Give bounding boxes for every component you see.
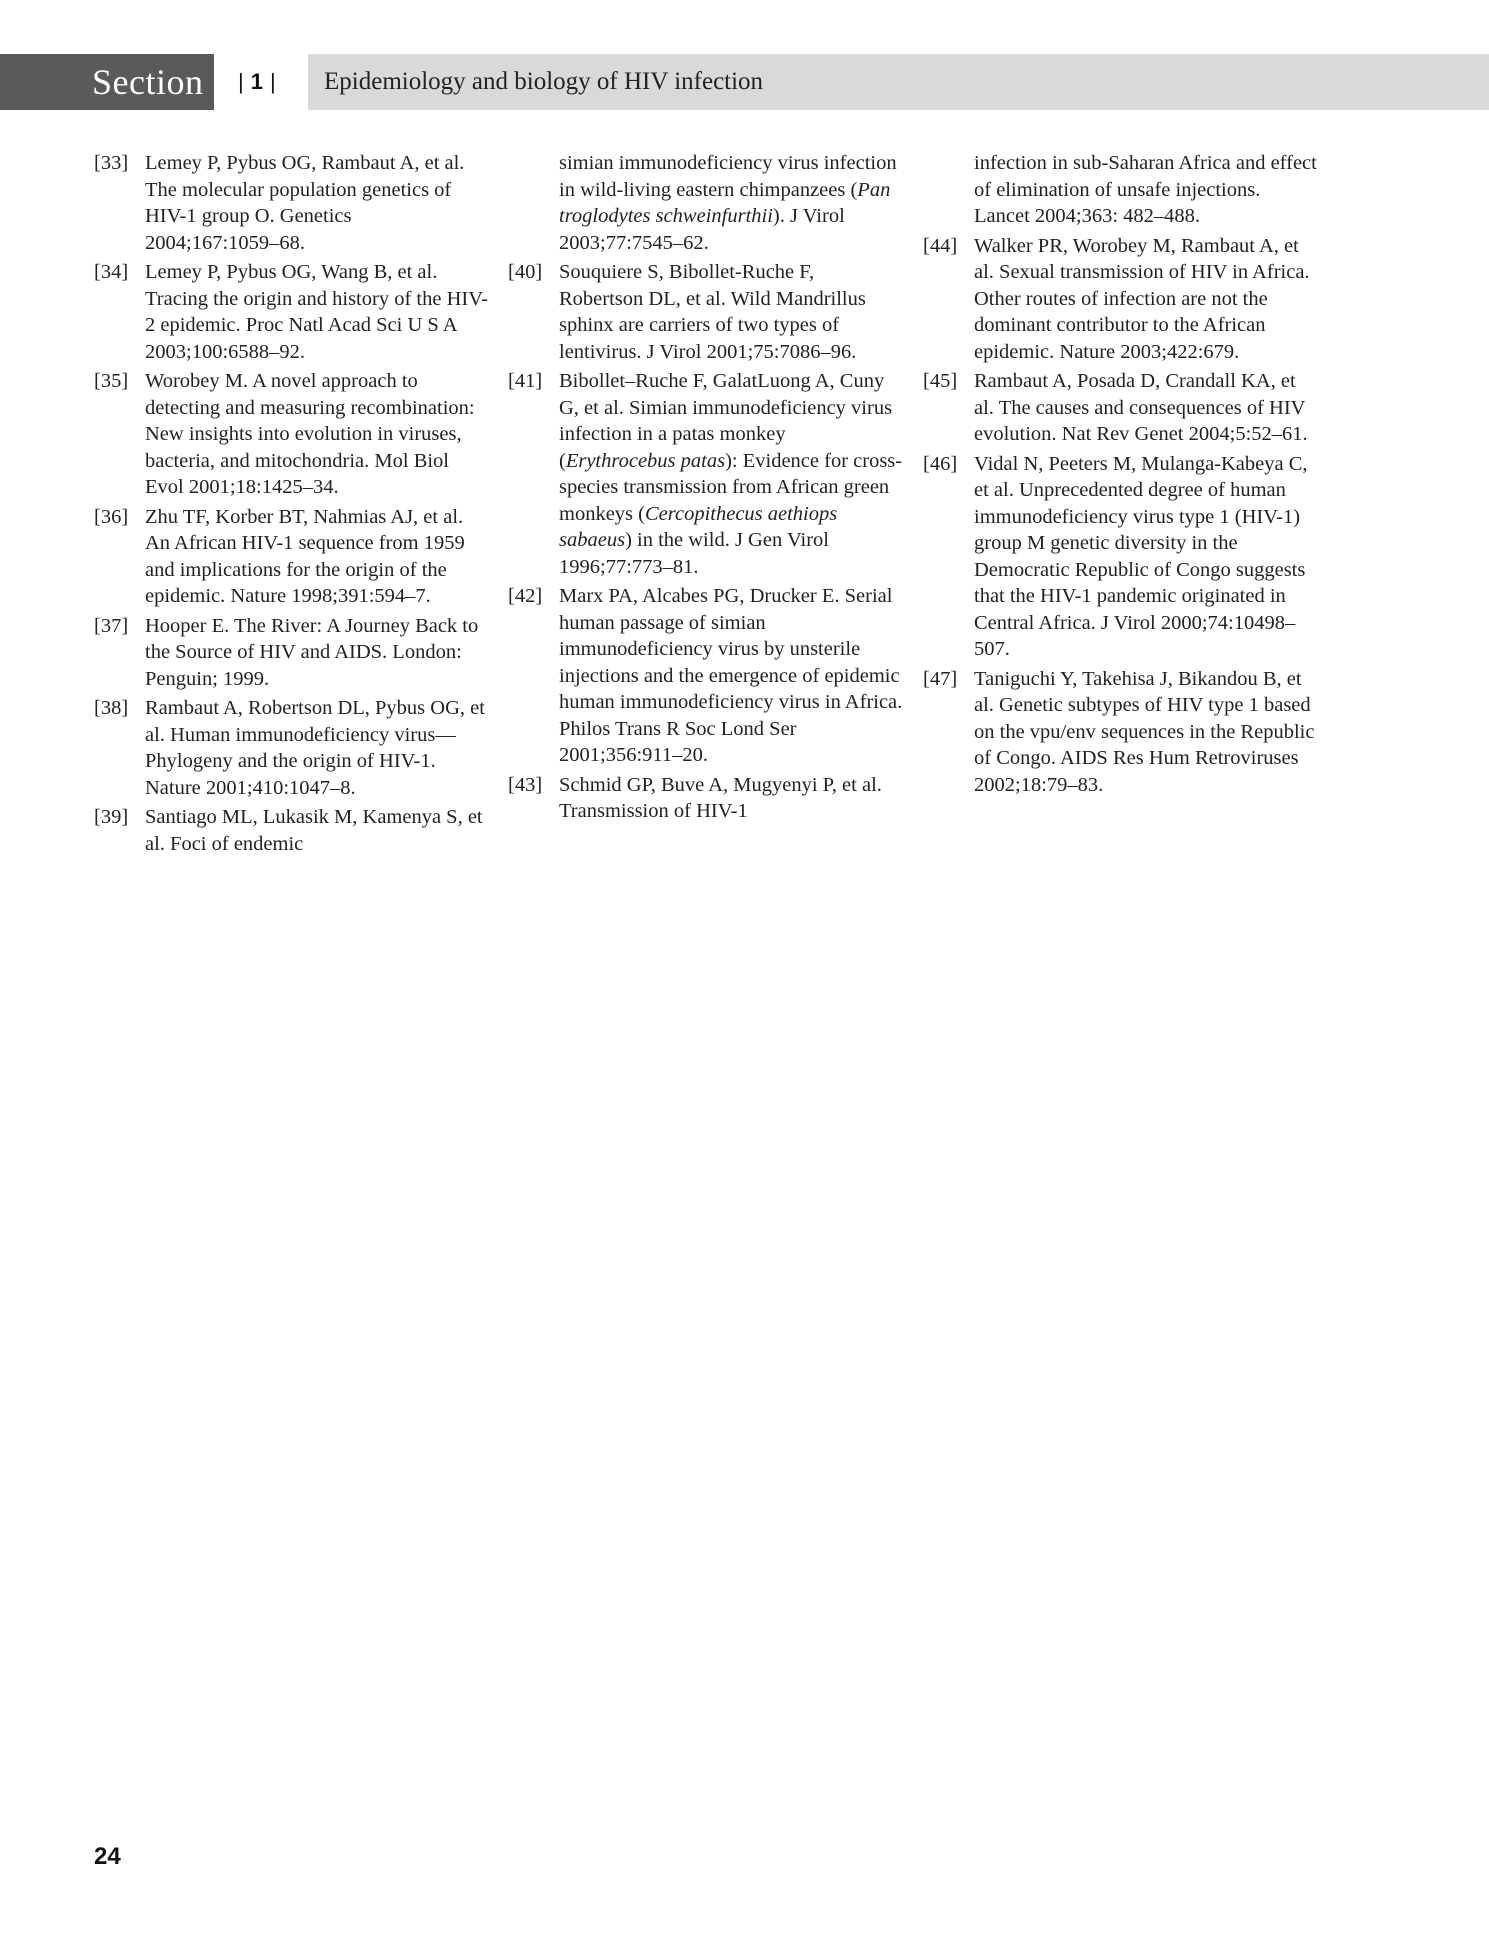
reference-item <box>94 613 489 693</box>
reference-number: [41] <box>508 370 543 392</box>
species-name: Cercopithecus aethiops sabaeus <box>559 502 838 551</box>
chapter-title: Epidemiology and biology of HIV infection <box>308 54 1489 110</box>
reference-text: Zhu TF, Korber BT, Nahmias AJ, et al. An African HIV-1 sequence from 1959 and implications for the origin of the epidemic. Nature 1998;391:594–7. <box>145 505 465 607</box>
reference-number: [47] <box>923 667 958 690</box>
reference-item <box>508 583 903 769</box>
reference-text: Lemey P, Pybus OG, Rambaut A, et al. The molecular population genetics of HIV-1 group O. Genetics 2004;167:1059–68. <box>145 152 465 254</box>
reference-number: [46] <box>923 452 958 475</box>
reference-number: [33] <box>94 152 129 174</box>
reference-text: Santiago ML, Lukasik M, Kamenya S, et al. Foci of endemic <box>145 806 483 855</box>
reference-continuation: simian immunodeficiency virus infection in wild-living eastern chimpanzees (Pan troglodytes schweinfurthii). J Virol 2003;77:7545–62. <box>559 152 897 254</box>
reference-number: [44] <box>923 234 958 257</box>
reference-text: Lemey P, Pybus OG, Wang B, et al. Tracing the origin and history of the HIV-2 epidemic. Proc Natl Acad Sci U S A 2003;100:6588–92. <box>145 261 488 363</box>
species-name: Erythrocebus patas <box>565 449 726 472</box>
reference-text: Marx PA, Alcabes PG, Drucker E. Serial human passage of simian immunodeficiency virus by unsterile injections and the emergence of epidemic human immunodeficiency virus in Africa. Philos Trans R Soc Lond Ser 2001;356:911–20. <box>559 585 903 766</box>
reference-item <box>923 666 1318 799</box>
reference-text: Vidal N, Peeters M, Mulanga-Kabeya C, et al. Unprecedented degree of human immunodeficiency virus type 1 (HIV-1) group M genetic diversity in the Democratic Republic of Congo suggests that the HIV-1 pandemic originated in Central Africa. J Virol 2000;74:10498–507. <box>974 452 1308 660</box>
reference-number: [37] <box>94 614 129 637</box>
reference-number: [43] <box>508 773 543 796</box>
reference-item <box>94 504 489 610</box>
reference-text: Rambaut A, Robertson DL, Pybus OG, et al. Human immunodeficiency virus—Phylogeny and the origin of HIV-1. Nature 2001;410:1047–8. <box>145 697 485 799</box>
reference-number: [35] <box>94 370 129 392</box>
reference-item <box>923 233 1318 366</box>
reference-number: [45] <box>923 370 958 392</box>
reference-item <box>94 804 489 857</box>
species-name: Pan troglodytes schweinfurthii <box>559 178 891 227</box>
reference-number: [38] <box>94 697 129 719</box>
reference-item <box>508 368 903 580</box>
reference-text: Souquiere S, Bibollet-Ruche F, Robertson DL, et al. Wild Mandrillus sphinx are carriers of two types of lentivirus. J Virol 2001;75:7086–96. <box>559 261 866 363</box>
reference-continuation: infection in sub-Saharan Africa and effect of elimination of unsafe injections. Lancet 2004;363: 482–488. <box>974 152 1317 227</box>
reference-text: Bibollet–Ruche F, GalatLuong A, Cuny G, et al. Simian immunodeficiency virus infection in a patas monkey (Erythrocebus patas): Evidence for cross-species transmission from African green monkeys (Cercopithecus aethiops sabaeus) in the wild. J Gen Virol 1996;77:773–81. <box>559 370 903 578</box>
reference-text: Taniguchi Y, Takehisa J, Bikandou B, et al. Genetic subtypes of HIV type 1 based on the vpu/env sequences in the Republic of Congo. AIDS Res Hum Retroviruses 2002;18:79–83. <box>974 667 1315 796</box>
reference-item <box>94 695 489 801</box>
reference-number: [36] <box>94 505 129 528</box>
reference-text: Walker PR, Worobey M, Rambaut A, et al. Sexual transmission of HIV in Africa. Other routes of infection are not the dominant contributor to the African epidemic. Nature 2003;422:679. <box>974 234 1310 363</box>
reference-item <box>508 772 903 825</box>
column-3 <box>923 150 1318 801</box>
reference-item <box>508 259 903 365</box>
column-1 <box>94 150 489 860</box>
column-2 <box>508 150 903 828</box>
reference-text: Worobey M. A novel approach to detecting and measuring recombination: New insights into evolution in viruses, bacteria, and mitochondria. Mol Biol Evol 2001;18:1425–34. <box>145 370 475 498</box>
reference-number: [42] <box>508 585 543 607</box>
section-label: Section <box>0 54 214 110</box>
reference-number: [39] <box>94 806 129 828</box>
reference-item <box>94 150 489 256</box>
page-number: 24 <box>94 1843 121 1870</box>
running-header <box>0 54 1489 110</box>
reference-number: [40] <box>508 261 543 283</box>
reference-item <box>94 368 489 501</box>
reference-text: Hooper E. The River: A Journey Back to the Source of HIV and AIDS. London: Penguin; 1999. <box>145 614 479 690</box>
reference-text: Rambaut A, Posada D, Crandall KA, et al. The causes and consequences of HIV evolution. Nat Rev Genet 2004;5:52–61. <box>974 370 1308 445</box>
section-number-value: 1 <box>250 69 263 94</box>
reference-item <box>923 451 1318 663</box>
reference-text: Schmid GP, Buve A, Mugyenyi P, et al. Transmission of HIV-1 <box>559 773 882 822</box>
reference-item <box>94 259 489 365</box>
section-number: | 1 | <box>238 69 276 94</box>
reference-number: [34] <box>94 261 129 283</box>
reference-item <box>923 368 1318 448</box>
